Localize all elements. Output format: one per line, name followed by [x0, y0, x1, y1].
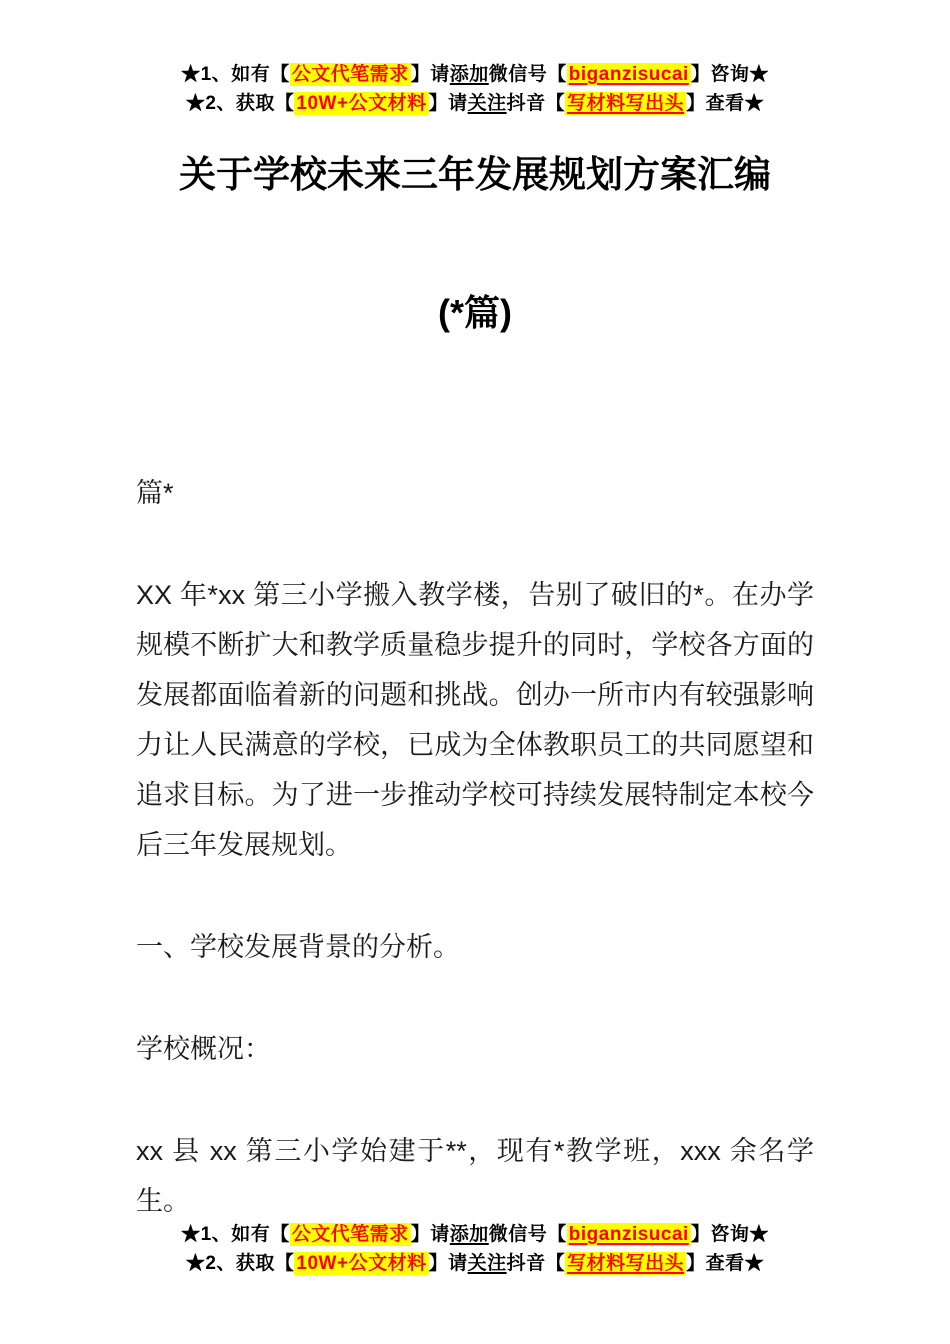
promo-highlighted-text: 写材料写出头	[567, 1253, 685, 1274]
promo-text: 】查看★	[686, 93, 765, 114]
paragraph-overview-label: 学校概况：	[136, 1034, 271, 1064]
promo-text: ★1、如有【	[181, 64, 290, 85]
promo-text: 微信号【	[488, 1224, 567, 1245]
paragraph-lead: 篇*	[136, 478, 174, 508]
header-promo-banner	[0, 0, 950, 118]
promo-text: ★2、获取【	[185, 1253, 295, 1274]
section-heading: 一、学校发展背景的分析。	[136, 932, 460, 962]
footer-promo-banner	[0, 1220, 950, 1278]
promo-highlighted-text: 10W+公文材料	[296, 93, 427, 114]
promo-text: 】请	[410, 64, 450, 85]
promo-text: 】请	[428, 1253, 468, 1274]
promo-highlighted-text: biganzisucai	[568, 64, 689, 85]
promo-highlighted-text: 公文代笔需求	[291, 1224, 409, 1245]
header-promo-line-2	[0, 89, 950, 118]
promo-text: 】请	[428, 93, 468, 114]
document-subtitle: (*篇)	[438, 292, 512, 333]
paragraph-school-stats: xx 县 xx 第三小学始建于**，现有*教学班，xxx 余名学生。	[136, 1136, 814, 1216]
promo-text: 添加	[449, 1224, 489, 1245]
promo-text: 微信号【	[488, 64, 567, 85]
promo-text: 】咨询★	[690, 64, 769, 85]
document-title: 关于学校未来三年发展规划方案汇编	[179, 154, 771, 195]
document-body	[136, 468, 814, 1226]
promo-highlighted-text: biganzisucai	[568, 1224, 689, 1245]
promo-text: 】请	[410, 1224, 450, 1245]
promo-text: ★1、如有【	[181, 1224, 290, 1245]
promo-highlighted-text: 写材料写出头	[567, 93, 685, 114]
footer-promo-line-2	[0, 1249, 950, 1278]
promo-text: 抖音【	[506, 1253, 566, 1274]
header-promo-line-1	[0, 60, 950, 89]
paragraph-intro: XX 年*xx 第三小学搬入教学楼，告别了破旧的*。在办学规模不断扩大和教学质量稳步提升的同时，学校各方面的发展都面临着新的问题和挑战。创办一所市内有较强影响力让人民满意的学校，已成为全体教职员工的共同愿望和追求目标。为了进一步推动学校可持续发展特制定本校今后三年发展规划。	[136, 580, 814, 860]
promo-text: 】咨询★	[690, 1224, 769, 1245]
promo-text: ★2、获取【	[185, 93, 295, 114]
promo-text: 关注	[467, 93, 507, 114]
promo-highlighted-text: 10W+公文材料	[296, 1253, 427, 1274]
promo-text: 添加	[449, 64, 489, 85]
promo-text: 】查看★	[686, 1253, 765, 1274]
promo-highlighted-text: 公文代笔需求	[291, 64, 409, 85]
promo-text: 抖音【	[506, 93, 566, 114]
promo-text: 关注	[467, 1253, 507, 1274]
footer-promo-line-1	[0, 1220, 950, 1249]
